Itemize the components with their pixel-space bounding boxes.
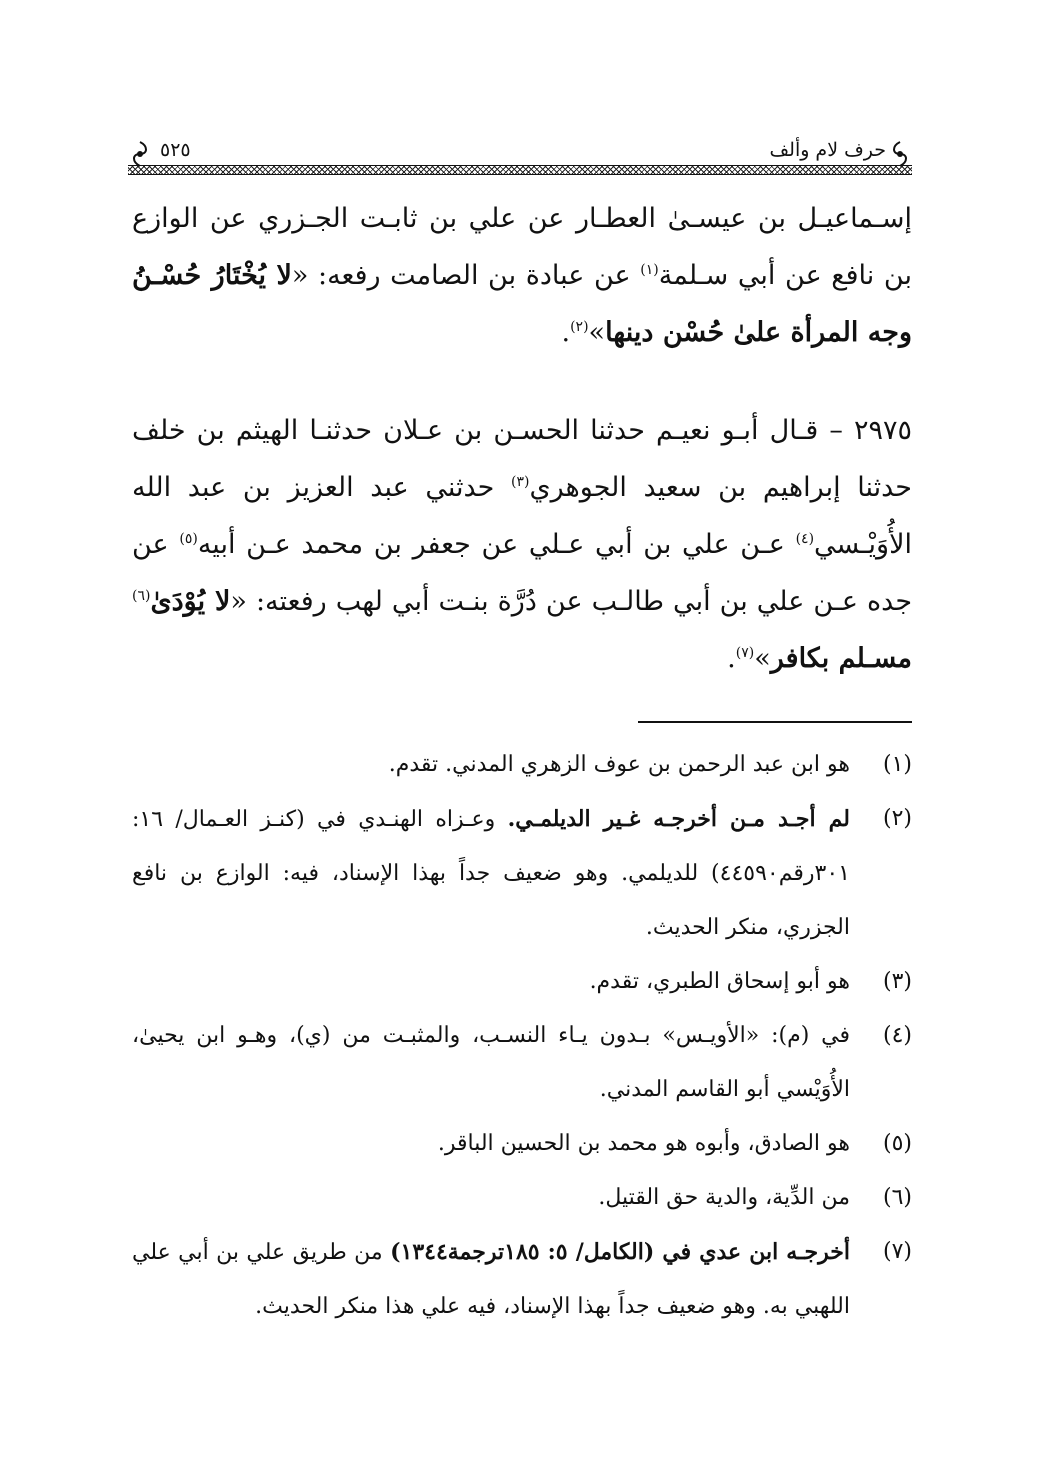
text-segment: حدثني عبد العزيز بن عبد الله الأُوَيْـسي [132, 472, 912, 560]
footnote-ref[interactable]: (١) [640, 262, 659, 278]
hadith-text: لا يُخْتَارُ حُسْـنُ وجه المرأة علىٰ حُسْن دينها [132, 260, 912, 348]
text-segment: إسـماعيـل بن عيسـىٰ العطـار عن علي بن ثابـت الجـزري عن الوازع بن [132, 203, 912, 291]
header-title: حرف لام وألف [769, 139, 886, 161]
text-segment: ٢٩٧٥ – قـال أبـو نعيـم حدثنا الحسـن بن عـلان حدثنـا الهيثم بن خلف حدثنا إبراهيم بن سعيد الجوهري [132, 415, 912, 503]
footnote-text: هو أبو إسحاق الطبري، تقدم. [589, 969, 850, 994]
text-segment: عن جده عـن علي بن أبي طالـب عن دُرَّة بنـت أبي لهب رفعته: « [132, 529, 913, 617]
text-segment: . [561, 317, 571, 348]
footnote-number: (٦) [882, 1185, 912, 1210]
footnote-number: (٥) [882, 1131, 912, 1156]
footnote-number: (٢) [882, 806, 912, 831]
footnote-ref[interactable]: (٧) [735, 645, 755, 661]
text-segment: عـن علي بن أبي عـلي عن جعفر بن محمد عـن أبيه [197, 529, 796, 560]
footnote-bold-text: لم أجـد مـن أخرجـه غـير الديلمـي. [507, 806, 850, 832]
footnote-number: (١) [882, 752, 912, 777]
footnote-text: هو ابن عبد الرحمن بن عوف الزهري المدني. تقدم. [388, 752, 850, 777]
footnote-separator [638, 721, 912, 723]
ornament-icon [888, 140, 912, 168]
text-segment: عن عبادة بن الصامت رفعه: « [291, 260, 641, 291]
footnote-text: هو الصادق، وأبوه هو محمد بن الحسين الباقر. [437, 1131, 850, 1156]
text-segment: . [727, 643, 736, 674]
footnote-number: (٤) [882, 1023, 912, 1048]
footnote [132, 738, 912, 792]
footnote [132, 792, 912, 955]
hadith-paragraph [132, 402, 912, 687]
hadith-text: لا يُوْدَىٰ [150, 586, 231, 617]
footnote [132, 955, 912, 1009]
footnote-bold-text: أخرجـه ابن عدي في (الكامل/ ٥: ١٨٥ترجمة١٣٤٤) [390, 1239, 851, 1265]
hadith-paragraph [132, 190, 912, 361]
footnote [132, 1225, 912, 1334]
quote-close: » [588, 317, 606, 348]
page-number: ٥٢٥ [160, 139, 191, 161]
footnote-ref[interactable]: (٢) [570, 319, 589, 335]
footnote-number: (٧) [882, 1239, 912, 1264]
footnote-ref[interactable]: (٥) [179, 531, 198, 547]
footnotes [132, 738, 912, 1334]
footnote [132, 1009, 912, 1117]
footnote-ref[interactable]: (٣) [511, 474, 530, 490]
footnote [132, 1171, 912, 1225]
text-segment: نافع عن أبي سـلمة [658, 260, 875, 291]
running-header [128, 134, 912, 184]
footnote [132, 1117, 912, 1171]
footnote-ref[interactable]: (٤) [795, 531, 815, 547]
ornament-icon [128, 140, 152, 168]
footnote-text: وعـزاه الهنـدي في (كنـز العـمال/ ١٦: ٣٠١رقم٤٤٥٩٠) للديلمي. وهو ضعيف جداً بهذا الإسناد، فيه: الوازع بن نافع الجزري، منكر الحديث. [132, 807, 850, 940]
footnote-text: في (م): «الأويـس» بـدون يـاء النسـب، والمثبـت من (ي)، وهـو ابن يحيىٰ، الأُوَيْسي أبو القاسم المدني. [132, 1023, 850, 1102]
quote-close: » [754, 643, 771, 674]
hadith-text: مسـلم بكافر [770, 643, 912, 674]
footnote-text: من طريق علي بن أبي علي اللهبي به. وهو ضعيف جداً بهذا الإسناد، فيه علي هذا منكر الحديث. [132, 1240, 850, 1319]
footnote-number: (٣) [882, 969, 912, 994]
footnote-text: من الدِّية، والدية حق القتيل. [598, 1185, 850, 1210]
header-divider [128, 165, 912, 175]
footnote-ref[interactable]: (٦) [132, 588, 151, 604]
